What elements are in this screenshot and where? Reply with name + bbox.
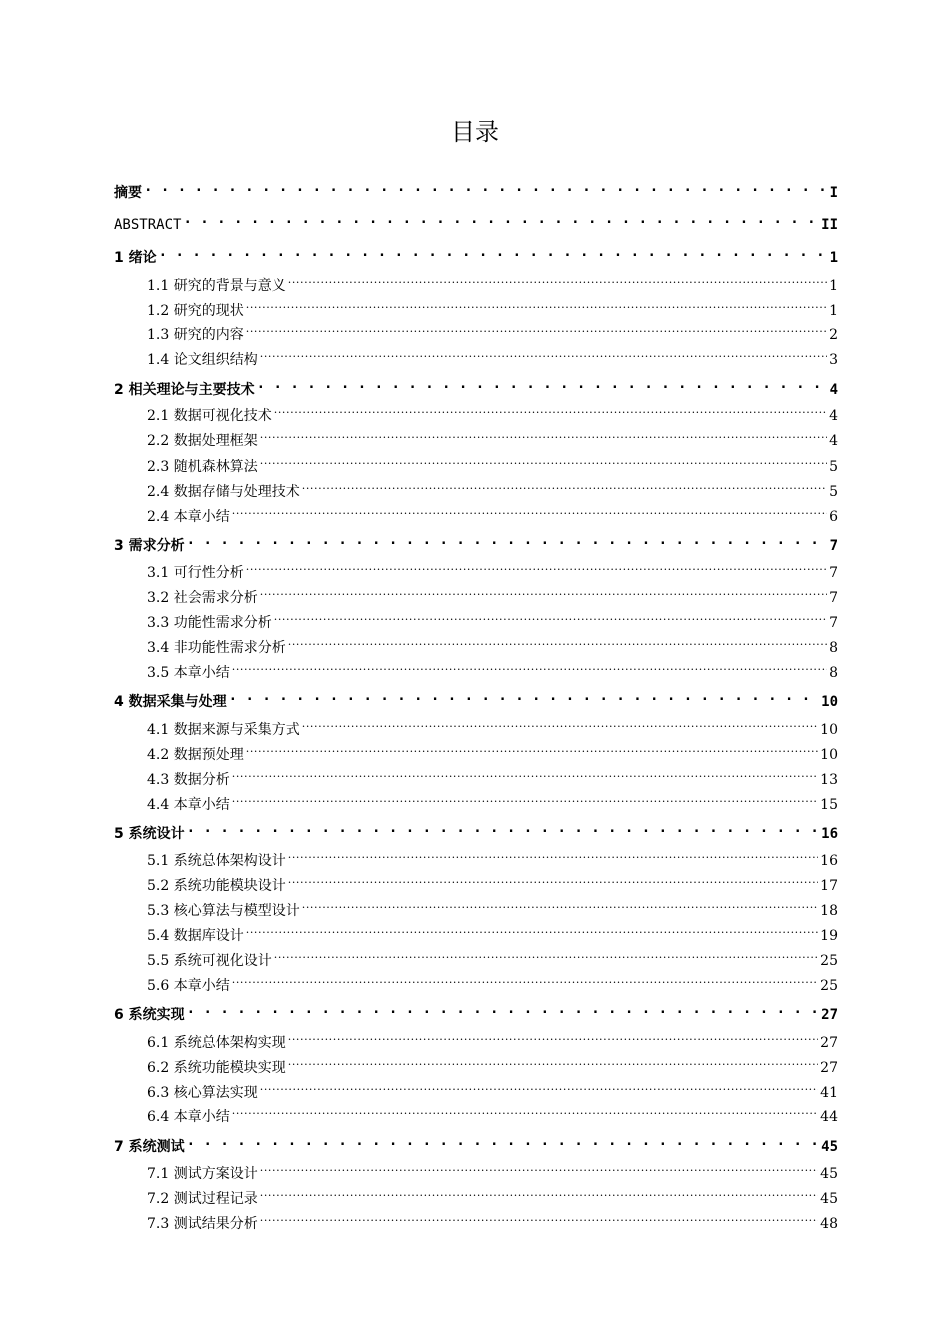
toc-entry-page-number: 25: [820, 953, 838, 969]
toc-entry-page-number: 7: [829, 615, 838, 631]
toc-entry-page-number: 45: [820, 1166, 838, 1182]
toc-dot-leader: [232, 1101, 818, 1121]
toc-entry-page-number: 15: [820, 797, 838, 813]
toc-dot-leader: [246, 557, 827, 577]
toc-dot-leader: [260, 582, 827, 602]
toc-chapter-entry[interactable]: [114, 818, 838, 844]
toc-section-entry[interactable]: [147, 845, 838, 871]
toc-section-entry[interactable]: [147, 714, 838, 740]
toc-dot-leader: [183, 209, 819, 229]
toc-section-entry[interactable]: [147, 319, 838, 345]
toc-entry-label: 1.1 研究的背景与意义: [147, 278, 286, 294]
toc-section-entry[interactable]: [147, 895, 838, 921]
toc-dot-leader: [288, 845, 818, 865]
toc-entry-page-number: 10: [820, 722, 838, 738]
toc-entry-page-number: 7: [829, 538, 838, 554]
toc-entry-page-number: 4: [829, 433, 838, 449]
toc-dot-leader: [246, 739, 818, 759]
toc-dot-leader: [288, 1027, 818, 1047]
toc-entry-label: 2.2 数据处理框架: [147, 433, 258, 449]
toc-entry-label: 7.2 测试过程记录: [147, 1191, 258, 1207]
toc-entry-label: 5.3 核心算法与模型设计: [147, 903, 300, 919]
toc-entry-label: 6.4 本章小结: [147, 1109, 230, 1125]
toc-section-entry[interactable]: [147, 1077, 838, 1103]
toc-section-entry[interactable]: [147, 789, 838, 815]
toc-entry-label: 2.1 数据可视化技术: [147, 408, 272, 424]
toc-entry-page-number: I: [829, 185, 838, 201]
toc-dot-leader: [232, 970, 818, 990]
toc-section-entry[interactable]: [147, 270, 838, 296]
toc-dot-leader: [260, 1158, 818, 1178]
toc-section-entry[interactable]: [147, 1052, 838, 1078]
page-title: 目录: [451, 118, 499, 146]
toc-entry-label: 2.4 本章小结: [147, 509, 230, 525]
toc-dot-leader: [302, 714, 818, 734]
toc-section-entry[interactable]: [147, 1183, 838, 1209]
toc-section-entry[interactable]: [147, 400, 838, 426]
toc-entry-label: 2.3 随机森林算法: [147, 459, 258, 475]
table-of-contents: [114, 0, 838, 1344]
toc-section-entry[interactable]: [147, 1208, 838, 1234]
toc-dot-leader: [246, 319, 827, 339]
toc-entry-page-number: 19: [820, 928, 838, 944]
toc-section-entry[interactable]: [147, 970, 838, 996]
toc-entry-page-number: 27: [820, 1060, 838, 1076]
toc-entry-label: 4.3 数据分析: [147, 772, 230, 788]
toc-entry-label: 2 相关理论与主要技术: [114, 382, 255, 398]
toc-entry-page-number: 5: [829, 484, 838, 500]
toc-section-entry[interactable]: [147, 582, 838, 608]
toc-dot-leader: [302, 895, 818, 915]
toc-entry-page-number: 44: [820, 1109, 838, 1125]
toc-entry-page-number: 1: [829, 278, 838, 294]
toc-entry-label: 2.4 数据存储与处理技术: [147, 484, 300, 500]
toc-entry-page-number: 7: [829, 590, 838, 606]
toc-entry-page-number: 45: [820, 1191, 838, 1207]
toc-entry-page-number: 8: [829, 665, 838, 681]
toc-dot-leader: [187, 999, 820, 1019]
toc-dot-leader: [260, 1077, 818, 1097]
toc-dot-leader: [288, 632, 827, 652]
toc-entry-label: 3.4 非功能性需求分析: [147, 640, 286, 656]
toc-entry-page-number: 25: [820, 978, 838, 994]
toc-section-entry[interactable]: [147, 295, 838, 321]
toc-entry-label: 1.4 论文组织结构: [147, 352, 258, 368]
toc-entry-label: 7 系统测试: [114, 1139, 185, 1155]
toc-entry-label: 1.3 研究的内容: [147, 327, 244, 343]
toc-entry-label: 5.1 系统总体架构设计: [147, 853, 286, 869]
toc-dot-leader: [159, 242, 828, 262]
toc-entry-page-number: 27: [821, 1007, 838, 1023]
toc-section-entry[interactable]: [147, 739, 838, 765]
toc-entry-label: 3.1 可行性分析: [147, 565, 244, 581]
toc-entry-label: 7.3 测试结果分析: [147, 1216, 258, 1232]
toc-entry-page-number: 1: [829, 303, 838, 319]
toc-dot-leader: [288, 870, 818, 890]
toc-section-entry[interactable]: [147, 945, 838, 971]
toc-entry-page-number: II: [821, 217, 838, 233]
toc-entry-label: 1.2 研究的现状: [147, 303, 244, 319]
toc-entry-label: 1 绪论: [114, 250, 157, 266]
toc-entry-page-number: 2: [829, 327, 838, 343]
toc-dot-leader: [260, 1208, 818, 1228]
toc-dot-leader: [274, 400, 827, 420]
toc-entry-label: ABSTRACT: [114, 217, 182, 233]
toc-entry-label: 6.1 系统总体架构实现: [147, 1035, 286, 1051]
toc-dot-leader: [187, 818, 820, 838]
toc-dot-leader: [274, 945, 818, 965]
toc-entry-page-number: 4: [829, 382, 838, 398]
toc-entry-label: 3 需求分析: [114, 538, 185, 554]
toc-entry-page-number: 16: [821, 826, 838, 842]
toc-dot-leader: [302, 476, 827, 496]
toc-section-entry[interactable]: [147, 476, 838, 502]
toc-chapter-entry[interactable]: [114, 209, 838, 235]
toc-dot-leader: [232, 501, 827, 521]
toc-entry-label: 6.3 核心算法实现: [147, 1085, 258, 1101]
toc-chapter-entry[interactable]: [114, 242, 838, 268]
toc-entry-label: 6 系统实现: [114, 1007, 185, 1023]
toc-entry-page-number: 1: [829, 250, 838, 266]
toc-chapter-entry[interactable]: [114, 374, 838, 400]
toc-dot-leader: [260, 451, 827, 471]
toc-dot-leader: [232, 764, 818, 784]
toc-entry-label: 6.2 系统功能模块实现: [147, 1060, 286, 1076]
toc-section-entry[interactable]: [147, 1101, 838, 1127]
toc-chapter-entry[interactable]: [114, 530, 838, 556]
toc-entry-page-number: 18: [820, 903, 838, 919]
toc-section-entry[interactable]: [147, 451, 838, 477]
toc-dot-leader: [246, 295, 827, 315]
toc-section-entry[interactable]: [147, 557, 838, 583]
toc-entry-label: 4 数据采集与处理: [114, 694, 227, 710]
toc-section-entry[interactable]: [147, 870, 838, 896]
toc-dot-leader: [260, 425, 827, 445]
toc-dot-leader: [260, 344, 827, 364]
toc-chapter-entry[interactable]: [114, 177, 838, 203]
toc-entry-label: 5 系统设计: [114, 826, 185, 842]
toc-entry-label: 5.6 本章小结: [147, 978, 230, 994]
toc-chapter-entry[interactable]: [114, 686, 838, 712]
toc-dot-leader: [257, 374, 828, 394]
toc-entry-page-number: 17: [820, 878, 838, 894]
toc-chapter-entry[interactable]: [114, 1131, 838, 1157]
toc-dot-leader: [246, 920, 818, 940]
toc-dot-leader: [232, 789, 818, 809]
toc-entry-label: 4.2 数据预处理: [147, 747, 244, 763]
toc-entry-page-number: 41: [820, 1085, 838, 1101]
toc-section-entry[interactable]: [147, 607, 838, 633]
toc-entry-page-number: 10: [821, 694, 838, 710]
toc-chapter-entry[interactable]: [114, 999, 838, 1025]
toc-entry-page-number: 27: [820, 1035, 838, 1051]
toc-entry-label: 3.2 社会需求分析: [147, 590, 258, 606]
toc-entry-label: 3.5 本章小结: [147, 665, 230, 681]
toc-entry-page-number: 3: [829, 352, 838, 368]
toc-entry-label: 7.1 测试方案设计: [147, 1166, 258, 1182]
toc-section-entry[interactable]: [147, 1027, 838, 1053]
toc-section-entry[interactable]: [147, 344, 838, 370]
toc-section-entry[interactable]: [147, 657, 838, 683]
toc-dot-leader: [187, 1131, 820, 1151]
toc-dot-leader: [260, 1183, 818, 1203]
toc-entry-label: 4.4 本章小结: [147, 797, 230, 813]
toc-entry-page-number: 48: [820, 1216, 838, 1232]
toc-entry-page-number: 4: [829, 408, 838, 424]
toc-entry-page-number: 10: [820, 747, 838, 763]
toc-entry-page-number: 7: [829, 565, 838, 581]
toc-section-entry[interactable]: [147, 501, 838, 527]
toc-entry-label: 4.1 数据来源与采集方式: [147, 722, 300, 738]
toc-dot-leader: [274, 607, 827, 627]
toc-section-entry[interactable]: [147, 425, 838, 451]
toc-entry-page-number: 13: [820, 772, 838, 788]
toc-entry-label: 5.4 数据库设计: [147, 928, 244, 944]
toc-dot-leader: [144, 177, 828, 197]
toc-dot-leader: [232, 657, 827, 677]
toc-section-entry[interactable]: [147, 920, 838, 946]
toc-entry-page-number: 16: [820, 853, 838, 869]
toc-entry-page-number: 8: [829, 640, 838, 656]
toc-section-entry[interactable]: [147, 632, 838, 658]
toc-entry-label: 3.3 功能性需求分析: [147, 615, 272, 631]
toc-dot-leader: [288, 1052, 818, 1072]
toc-section-entry[interactable]: [147, 1158, 838, 1184]
toc-entry-label: 摘要: [114, 185, 142, 201]
toc-entry-page-number: 5: [829, 459, 838, 475]
toc-entry-page-number: 6: [829, 509, 838, 525]
toc-dot-leader: [229, 686, 820, 706]
toc-entry-label: 5.5 系统可视化设计: [147, 953, 272, 969]
toc-entry-page-number: 45: [821, 1139, 838, 1155]
toc-dot-leader: [288, 270, 827, 290]
toc-section-entry[interactable]: [147, 764, 838, 790]
toc-dot-leader: [187, 530, 828, 550]
toc-entry-label: 5.2 系统功能模块设计: [147, 878, 286, 894]
